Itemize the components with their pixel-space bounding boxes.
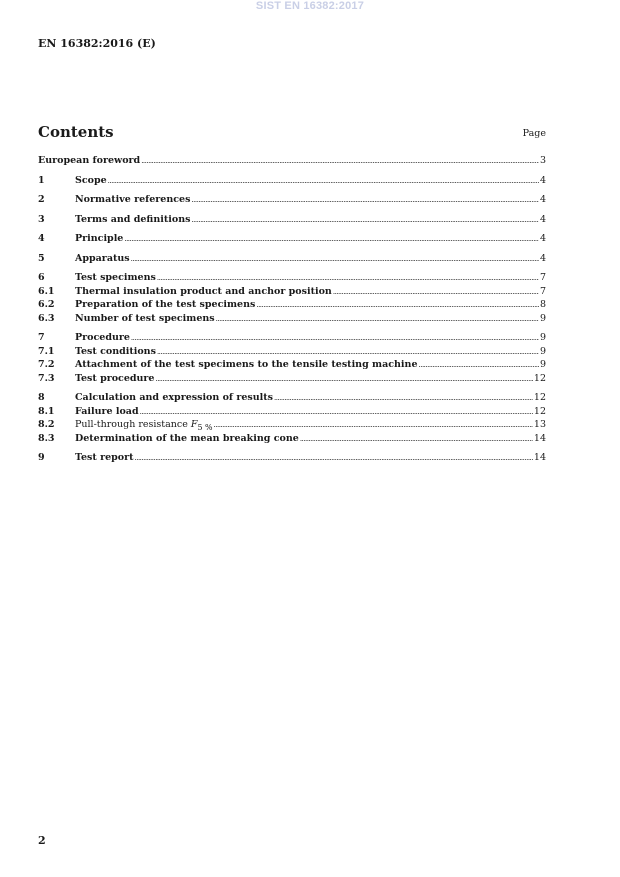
toc-entry-title: Determination of the mean breaking cone (75, 432, 299, 444)
toc-dot-leader (131, 334, 539, 342)
toc-entry-8-3[interactable] (38, 433, 546, 447)
toc-entry-title: Scope (75, 174, 107, 186)
toc-entry-page: 4 (539, 194, 546, 205)
toc-dot-leader (155, 375, 532, 383)
toc-entry-7-1[interactable] (38, 346, 546, 360)
document-reference: EN 16382:2016 (E) (38, 37, 156, 50)
toc-entry-number: 7 (38, 332, 45, 343)
toc-entry-title-text: Pull-through resistance (75, 419, 191, 430)
toc-entry-title: Procedure (75, 332, 130, 343)
toc-entry-7-2[interactable] (38, 359, 546, 373)
toc-entry-4[interactable] (38, 233, 546, 247)
toc-entry-page: 4 (539, 252, 546, 264)
toc-entry-title: Normative references (75, 194, 191, 205)
toc-entry-7-3[interactable] (38, 373, 546, 387)
toc-entry-title: Test conditions (75, 345, 156, 357)
toc-entry-8-2[interactable] (38, 419, 546, 433)
toc-dot-leader (135, 454, 533, 462)
toc-entry-page: 3 (539, 155, 546, 166)
toc-entry-number: 1 (38, 174, 45, 186)
table-of-contents (38, 155, 546, 466)
toc-entry-number: 7.3 (38, 372, 55, 384)
toc-entry-page: 9 (539, 332, 546, 343)
toc-entry-6-1[interactable] (38, 286, 546, 300)
toc-dot-leader (157, 348, 539, 356)
toc-dot-leader (191, 216, 539, 224)
toc-entry-page: 14 (533, 432, 546, 444)
watermark: SIST EN 16382:2017 (255, 0, 365, 12)
toc-entry-6-3[interactable] (38, 313, 546, 327)
toc-entry-foreword[interactable] (38, 155, 546, 169)
toc-entry-6[interactable] (38, 272, 546, 286)
toc-entry-number: 6 (38, 272, 45, 283)
toc-entry-number: 8.2 (38, 419, 55, 430)
toc-entry-9[interactable] (38, 452, 546, 466)
toc-entry-page: 14 (533, 452, 546, 463)
toc-entry-title: Principle (75, 233, 124, 244)
toc-entry-title: Test procedure (75, 372, 155, 384)
toc-entry-6-2[interactable] (38, 299, 546, 313)
toc-dot-leader (157, 274, 539, 282)
toc-entry-page: 4 (539, 233, 546, 244)
toc-dot-leader (131, 255, 539, 263)
toc-entry-number: 7.2 (38, 359, 55, 370)
toc-entry-number: 8.1 (38, 405, 55, 417)
toc-entry-number: 8.3 (38, 432, 55, 444)
toc-entry-title: European foreword (38, 155, 141, 166)
toc-entry-number: 3 (38, 213, 45, 225)
toc-dot-leader (274, 394, 533, 402)
toc-dot-leader (300, 435, 533, 443)
toc-entry-title: Number of test specimens (75, 312, 215, 324)
toc-entry-number: 4 (38, 233, 45, 244)
toc-entry-page: 9 (539, 359, 546, 370)
toc-dot-leader (108, 177, 539, 185)
toc-entry-title (75, 419, 213, 432)
toc-entry-8-1[interactable] (38, 406, 546, 420)
toc-entry-number: 6.3 (38, 312, 55, 324)
toc-entry-page: 4 (539, 213, 546, 225)
toc-entry-title: Apparatus (75, 252, 130, 264)
toc-entry-7[interactable] (38, 332, 546, 346)
toc-entry-number: 6.2 (38, 299, 55, 310)
toc-dot-leader (256, 301, 539, 309)
toc-entry-title: Terms and definitions (75, 213, 191, 225)
toc-entry-page: 7 (539, 272, 546, 283)
toc-entry-page: 13 (533, 419, 546, 430)
toc-entry-title: Preparation of the test specimens (75, 299, 256, 310)
toc-entry-number: 9 (38, 452, 45, 463)
toc-entry-title: Failure load (75, 405, 139, 417)
toc-entry-title: Attachment of the test specimens to the tensile testing machine (75, 359, 418, 370)
toc-entry-title-symbol: F (190, 419, 198, 430)
page-number: 2 (38, 834, 46, 847)
toc-entry-title: Test specimens (75, 272, 156, 283)
toc-entry-page: 12 (533, 392, 546, 403)
toc-entry-number: 7.1 (38, 345, 55, 357)
toc-entry-5[interactable] (38, 253, 546, 267)
toc-entry-title-subscript: 5 % (197, 422, 213, 432)
toc-entry-1[interactable] (38, 175, 546, 189)
toc-entry-page: 9 (539, 345, 546, 357)
toc-entry-page: 12 (533, 405, 546, 417)
toc-dot-leader (124, 235, 539, 243)
toc-entry-number: 5 (38, 252, 45, 264)
toc-dot-leader (216, 315, 539, 323)
toc-entry-page: 4 (539, 174, 546, 186)
toc-entry-page: 8 (539, 299, 546, 310)
toc-entry-page: 9 (539, 312, 546, 324)
toc-entry-2[interactable] (38, 194, 546, 208)
toc-dot-leader (214, 421, 533, 429)
toc-entry-8[interactable] (38, 392, 546, 406)
toc-entry-title: Thermal insulation product and anchor position (75, 285, 332, 297)
toc-entry-3[interactable] (38, 214, 546, 228)
toc-entry-number: 8 (38, 392, 45, 403)
contents-heading: Contents (38, 123, 114, 141)
toc-dot-leader (140, 408, 533, 416)
toc-entry-title: Calculation and expression of results (75, 392, 273, 403)
page-column-label: Page (522, 128, 546, 139)
toc-dot-leader (419, 361, 539, 369)
toc-entry-title: Test report (75, 452, 134, 463)
toc-dot-leader (141, 157, 539, 165)
toc-dot-leader (191, 196, 539, 204)
toc-entry-page: 12 (533, 372, 546, 384)
toc-entry-number: 6.1 (38, 285, 55, 297)
toc-entry-page: 7 (539, 285, 546, 297)
toc-dot-leader (333, 288, 539, 296)
toc-entry-number: 2 (38, 194, 45, 205)
